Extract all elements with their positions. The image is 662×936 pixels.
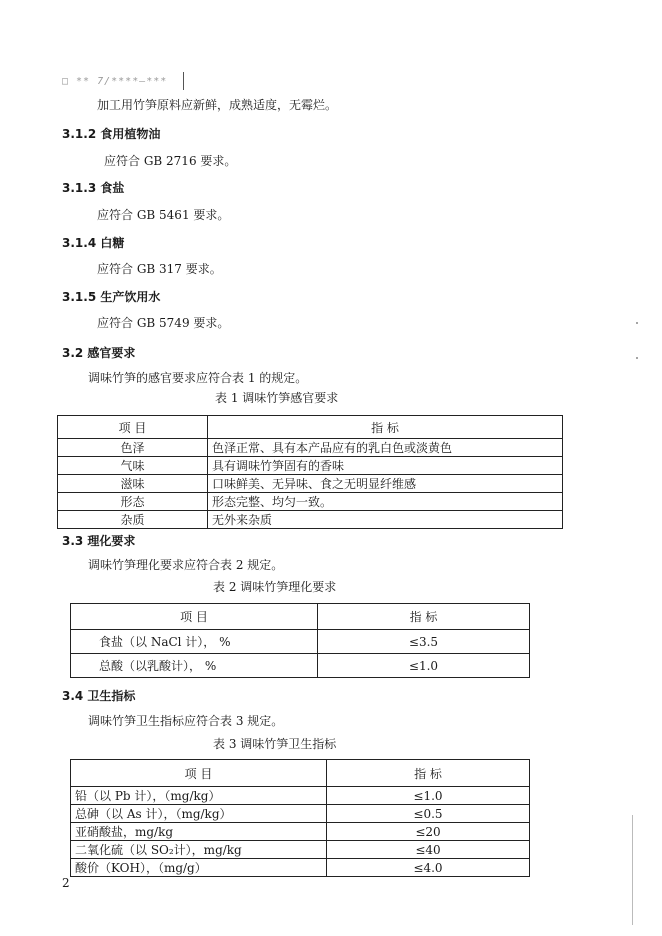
table-cell: 气味: [58, 457, 208, 475]
section-3-1-4-heading: 3.1.4 白糖: [62, 236, 125, 250]
section-3-1-2-heading: 3.1.2 食用植物油: [62, 127, 161, 141]
table-cell: 食盐（以 NaCl 计）， %: [71, 630, 318, 654]
table-cell: 酸价（KOH），（mg/g）: [71, 859, 327, 877]
table-cell: 铅（以 Pb 计），（mg/kg）: [71, 787, 327, 805]
table-row: [58, 439, 563, 457]
section-3-3-heading: 3.3 理化要求: [62, 534, 136, 548]
table-cell: 总酸（以乳酸计）， %: [71, 654, 318, 678]
table2-caption: 表 2 调味竹笋理化要求: [213, 580, 337, 594]
table-row: [71, 841, 530, 859]
table1: [57, 415, 563, 529]
table-row: [58, 457, 563, 475]
table-cell: ≤3.5: [318, 630, 530, 654]
table-header-cell: 项 目: [71, 604, 318, 630]
table-header-cell: 指 标: [318, 604, 530, 630]
section-3-1-2-body: 应符合 GB 2716 要求。: [104, 154, 237, 168]
table-cell: 二氧化硫（以 SO₂计），mg/kg: [71, 841, 327, 859]
table-cell: ≤4.0: [327, 859, 530, 877]
table-header-cell: 指 标: [327, 760, 530, 787]
table-row: [71, 859, 530, 877]
page-number: 2: [62, 876, 70, 890]
table-row: [71, 787, 530, 805]
scan-speck: [636, 322, 638, 324]
header-stamp: □ ** 7/****—***: [62, 76, 168, 87]
table-cell: 色泽正常、具有本产品应有的乳白色或淡黄色: [208, 439, 563, 457]
table-cell: 色泽: [58, 439, 208, 457]
table-cell: 总砷（以 As 计），（mg/kg）: [71, 805, 327, 823]
table3-caption: 表 3 调味竹笋卫生指标: [213, 737, 337, 751]
table-row: [71, 823, 530, 841]
section-3-1-3-heading: 3.1.3 食盐: [62, 181, 125, 195]
table-cell: 无外来杂质: [208, 511, 563, 529]
header-divider: [183, 72, 184, 90]
table-header-cell: 项 目: [71, 760, 327, 787]
table-cell: ≤20: [327, 823, 530, 841]
table-cell: 形态: [58, 493, 208, 511]
intro-text: 加工用竹笋原料应新鲜，成熟适度，无霉烂。: [97, 98, 338, 112]
table-cell: ≤0.5: [327, 805, 530, 823]
table-header-row: [58, 416, 563, 439]
table-header-cell: 指 标: [208, 416, 563, 439]
table-cell: 具有调味竹笋固有的香味: [208, 457, 563, 475]
scan-edge-line: [632, 815, 633, 925]
table-row: [71, 654, 530, 678]
table-cell: ≤1.0: [318, 654, 530, 678]
section-3-1-5-heading: 3.1.5 生产饮用水: [62, 290, 161, 304]
table-row: [71, 805, 530, 823]
table-cell: 亚硝酸盐，mg/kg: [71, 823, 327, 841]
section-3-2-heading: 3.2 感官要求: [62, 346, 136, 360]
section-3-1-3-body: 应符合 GB 5461 要求。: [97, 208, 230, 222]
table-cell: 杂质: [58, 511, 208, 529]
table-row: [58, 475, 563, 493]
table-row: [58, 511, 563, 529]
table-cell: 滋味: [58, 475, 208, 493]
section-3-4-body: 调味竹笋卫生指标应符合表 3 规定。: [88, 714, 284, 728]
table-cell: ≤1.0: [327, 787, 530, 805]
table-row: [58, 493, 563, 511]
section-3-3-body: 调味竹笋理化要求应符合表 2 规定。: [88, 558, 284, 572]
table-header-cell: 项 目: [58, 416, 208, 439]
section-3-2-body: 调味竹笋的感官要求应符合表 1 的规定。: [88, 371, 308, 385]
table-row: [71, 630, 530, 654]
section-3-4-heading: 3.4 卫生指标: [62, 689, 136, 703]
table-header-row: [71, 760, 530, 787]
section-3-1-5-body: 应符合 GB 5749 要求。: [97, 316, 230, 330]
table-header-row: [71, 604, 530, 630]
table-cell: 形态完整、均匀一致。: [208, 493, 563, 511]
table-cell: 口味鲜美、无异味、食之无明显纤维感: [208, 475, 563, 493]
section-3-1-4-body: 应符合 GB 317 要求。: [97, 262, 222, 276]
table1-caption: 表 1 调味竹笋感官要求: [215, 391, 339, 405]
table-cell: ≤40: [327, 841, 530, 859]
table3: [70, 759, 530, 877]
scan-speck: [636, 357, 638, 359]
table2: [70, 603, 530, 678]
